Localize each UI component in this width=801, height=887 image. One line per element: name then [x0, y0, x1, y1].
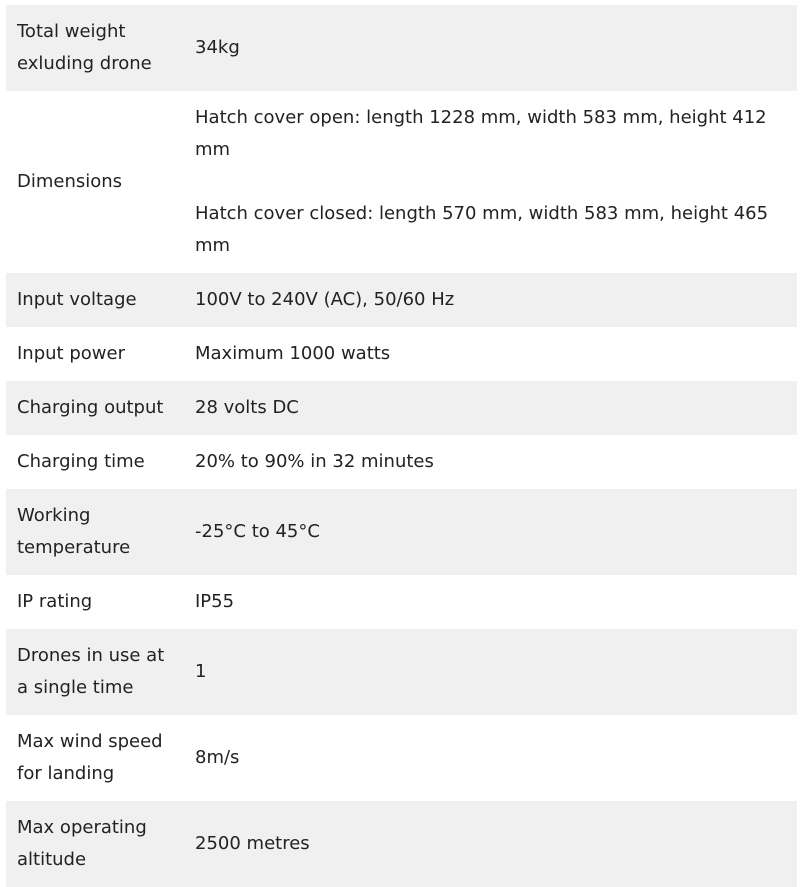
spec-label: Max wind speed for landing [6, 715, 184, 801]
spec-value-line: 34kg [195, 37, 240, 58]
spec-value [184, 489, 797, 575]
table-row [6, 715, 797, 801]
table-row [6, 5, 797, 91]
spec-value-line: IP55 [195, 591, 235, 612]
spec-label: Dimensions [6, 91, 184, 273]
specifications-table [6, 5, 797, 887]
spec-value-line: 100V to 240V (AC), 50/60 Hz [195, 289, 455, 310]
spec-value [184, 629, 797, 715]
spec-label: IP rating [6, 575, 184, 629]
table-row [6, 435, 797, 489]
table-row [6, 273, 797, 327]
spec-label: Max operating altitude [6, 801, 184, 887]
table-row [6, 629, 797, 715]
spec-value [184, 91, 797, 273]
spec-value [184, 715, 797, 801]
spec-value-line: 1 [195, 661, 207, 682]
spec-value [184, 435, 797, 489]
spec-value-line: Hatch cover closed: length 570 mm, width 583 mm, height 465 mm [195, 203, 769, 256]
spec-value-line: 20% to 90% in 32 minutes [195, 451, 434, 472]
table-row [6, 91, 797, 273]
spec-value-line: 2500 metres [195, 833, 310, 854]
spec-value-line: -25°C to 45°C [195, 521, 320, 542]
spec-label: Total weight exluding drone [6, 5, 184, 91]
spec-value-line: Maximum 1000 watts [195, 343, 391, 364]
spec-label: Working temperature [6, 489, 184, 575]
table-row [6, 381, 797, 435]
spec-value-line: 28 volts DC [195, 397, 299, 418]
spec-label: Charging output [6, 381, 184, 435]
spec-label: Input power [6, 327, 184, 381]
table-row [6, 489, 797, 575]
table-row [6, 327, 797, 381]
spec-value [184, 5, 797, 91]
spec-value [184, 273, 797, 327]
spec-value-line: Hatch cover open: length 1228 mm, width 583 mm, height 412 mm [195, 107, 767, 160]
spec-value-line: 8m/s [195, 747, 240, 768]
table-row [6, 575, 797, 629]
spec-value [184, 327, 797, 381]
spec-label: Input voltage [6, 273, 184, 327]
spec-label: Charging time [6, 435, 184, 489]
spec-value [184, 381, 797, 435]
spec-value [184, 575, 797, 629]
spec-value [184, 801, 797, 887]
table-row [6, 801, 797, 887]
spec-label: Drones in use at a single time [6, 629, 184, 715]
